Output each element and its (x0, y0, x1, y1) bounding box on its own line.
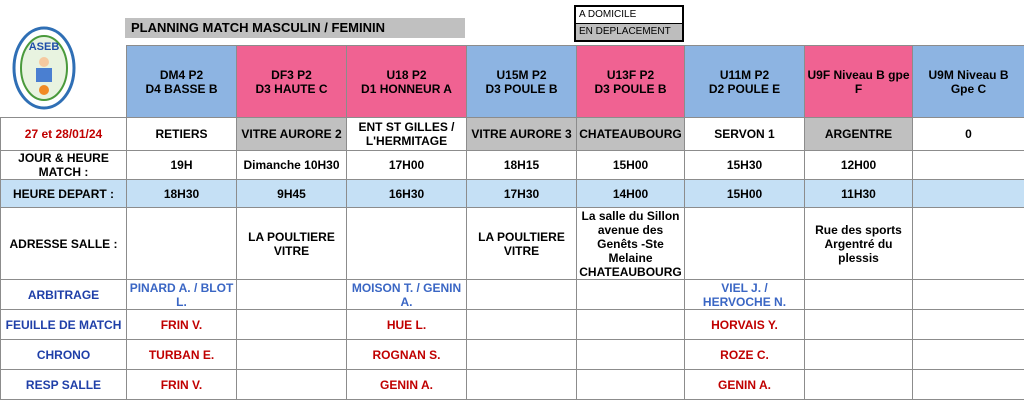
arbitrage-cell (237, 280, 347, 310)
jour-cell: 15H30 (685, 151, 805, 180)
team-division: U15M P2 (496, 67, 547, 82)
jour-cell: 19H (127, 151, 237, 180)
feuille-cell (805, 310, 913, 340)
depart-cell: 15H00 (685, 180, 805, 208)
arbitrage-cell: PINARD A. / BLOT L. (127, 280, 237, 310)
chrono-cell (805, 340, 913, 370)
chrono-cell (467, 340, 577, 370)
adresse-cell: LA POULTIERE VITRE (467, 208, 577, 280)
feuille-cell: HORVAIS Y. (685, 310, 805, 340)
jour-cell: 15H00 (577, 151, 685, 180)
depart-row (1, 180, 1024, 208)
jour-cell: 12H00 (805, 151, 913, 180)
depart-cell (913, 180, 1024, 208)
jour-cell: Dimanche 10H30 (237, 151, 347, 180)
legend (574, 5, 684, 42)
team-poule: Gpe C (950, 81, 987, 96)
legend-away: EN DEPLACEMENT (576, 24, 682, 40)
team-header (805, 46, 913, 118)
feuille-cell: HUE L. (347, 310, 467, 340)
team-poule: D3 POULE B (485, 81, 558, 96)
team-division: U18 P2 (386, 67, 427, 82)
resp-label: RESP SALLE (1, 370, 127, 400)
team-division: DM4 P2 (159, 67, 204, 82)
depart-cell: 14H00 (577, 180, 685, 208)
chrono-cell: ROGNAN S. (347, 340, 467, 370)
jour-label: JOUR & HEURE MATCH : (1, 151, 127, 180)
arbitrage-cell: MOISON T. / GENIN A. (347, 280, 467, 310)
adresse-cell: Rue des sports Argentré du plessis (805, 208, 913, 280)
depart-cell: 18H30 (127, 180, 237, 208)
depart-label: HEURE DEPART : (1, 180, 127, 208)
team-poule: F (854, 81, 863, 96)
feuille-cell (913, 310, 1024, 340)
opponent-cell: SERVON 1 (685, 118, 805, 151)
team-division: U13F P2 (606, 67, 655, 82)
opponents-row (1, 118, 1024, 151)
feuille-cell (577, 310, 685, 340)
arbitrage-cell (913, 280, 1024, 310)
resp-cell (913, 370, 1024, 400)
team-header (685, 46, 805, 118)
opponent-cell: ENT ST GILLES / L'HERMITAGE (347, 118, 467, 151)
adresse-cell (347, 208, 467, 280)
adresse-cell (685, 208, 805, 280)
adresse-label: ADRESSE SALLE : (1, 208, 127, 280)
legend-home: A DOMICILE (576, 7, 682, 24)
opponent-cell: ARGENTRE (805, 118, 913, 151)
arbitrage-cell (577, 280, 685, 310)
team-poule: D3 POULE B (594, 81, 667, 96)
page-title: PLANNING MATCH MASCULIN / FEMININ (125, 18, 465, 38)
team-poule: D3 HAUTE C (255, 81, 328, 96)
resp-cell (805, 370, 913, 400)
team-header (347, 46, 467, 118)
team-poule: D2 POULE E (708, 81, 781, 96)
team-header (237, 46, 347, 118)
team-header (127, 46, 237, 118)
chrono-cell (577, 340, 685, 370)
resp-cell: GENIN A. (685, 370, 805, 400)
adresse-cell (127, 208, 237, 280)
resp-row (1, 370, 1024, 400)
team-header (913, 46, 1024, 118)
opponent-cell: RETIERS (127, 118, 237, 151)
feuille-label: FEUILLE DE MATCH (1, 310, 127, 340)
chrono-cell: TURBAN E. (127, 340, 237, 370)
feuille-cell (237, 310, 347, 340)
feuille-cell (467, 310, 577, 340)
team-header (467, 46, 577, 118)
chrono-cell: ROZE C. (685, 340, 805, 370)
depart-cell: 9H45 (237, 180, 347, 208)
jour-row (1, 151, 1024, 180)
team-division: DF3 P2 (271, 67, 312, 82)
opponent-cell: VITRE AURORE 2 (237, 118, 347, 151)
resp-cell (577, 370, 685, 400)
jour-cell (913, 151, 1024, 180)
depart-cell: 11H30 (805, 180, 913, 208)
planning-table (0, 45, 1024, 400)
opponent-cell: 0 (913, 118, 1024, 151)
chrono-cell (913, 340, 1024, 370)
team-poule: D4 BASSE B (145, 81, 218, 96)
team-poule: D1 HONNEUR A (361, 81, 452, 96)
arbitrage-label: ARBITRAGE (1, 280, 127, 310)
depart-cell: 17H30 (467, 180, 577, 208)
teams-row (1, 46, 1024, 118)
arbitrage-row (1, 280, 1024, 310)
resp-cell: FRIN V. (127, 370, 237, 400)
chrono-label: CHRONO (1, 340, 127, 370)
jour-cell: 18H15 (467, 151, 577, 180)
feuille-cell: FRIN V. (127, 310, 237, 340)
resp-cell (467, 370, 577, 400)
adresse-row (1, 208, 1024, 280)
depart-cell: 16H30 (347, 180, 467, 208)
svg-text:ASEB: ASEB (28, 41, 60, 53)
arbitrage-cell (467, 280, 577, 310)
adresse-cell (913, 208, 1024, 280)
adresse-cell: LA POULTIERE VITRE (237, 208, 347, 280)
feuille-row (1, 310, 1024, 340)
opponent-cell: CHATEAUBOURG (577, 118, 685, 151)
chrono-cell (237, 340, 347, 370)
jour-cell: 17H00 (347, 151, 467, 180)
adresse-cell: La salle du Sillon avenue des Genêts -Ste Melaine CHATEAUBOURG (577, 208, 685, 280)
opponent-cell: VITRE AURORE 3 (467, 118, 577, 151)
chrono-row (1, 340, 1024, 370)
date-label: 27 et 28/01/24 (1, 118, 127, 151)
resp-cell: GENIN A. (347, 370, 467, 400)
team-division: U9F Niveau B gpe (807, 67, 910, 82)
team-header (577, 46, 685, 118)
team-division: U11M P2 (719, 67, 770, 82)
arbitrage-cell (805, 280, 913, 310)
arbitrage-cell: VIEL J. / HERVOCHE N. (685, 280, 805, 310)
team-division: U9M Niveau B (928, 67, 1009, 82)
resp-cell (237, 370, 347, 400)
